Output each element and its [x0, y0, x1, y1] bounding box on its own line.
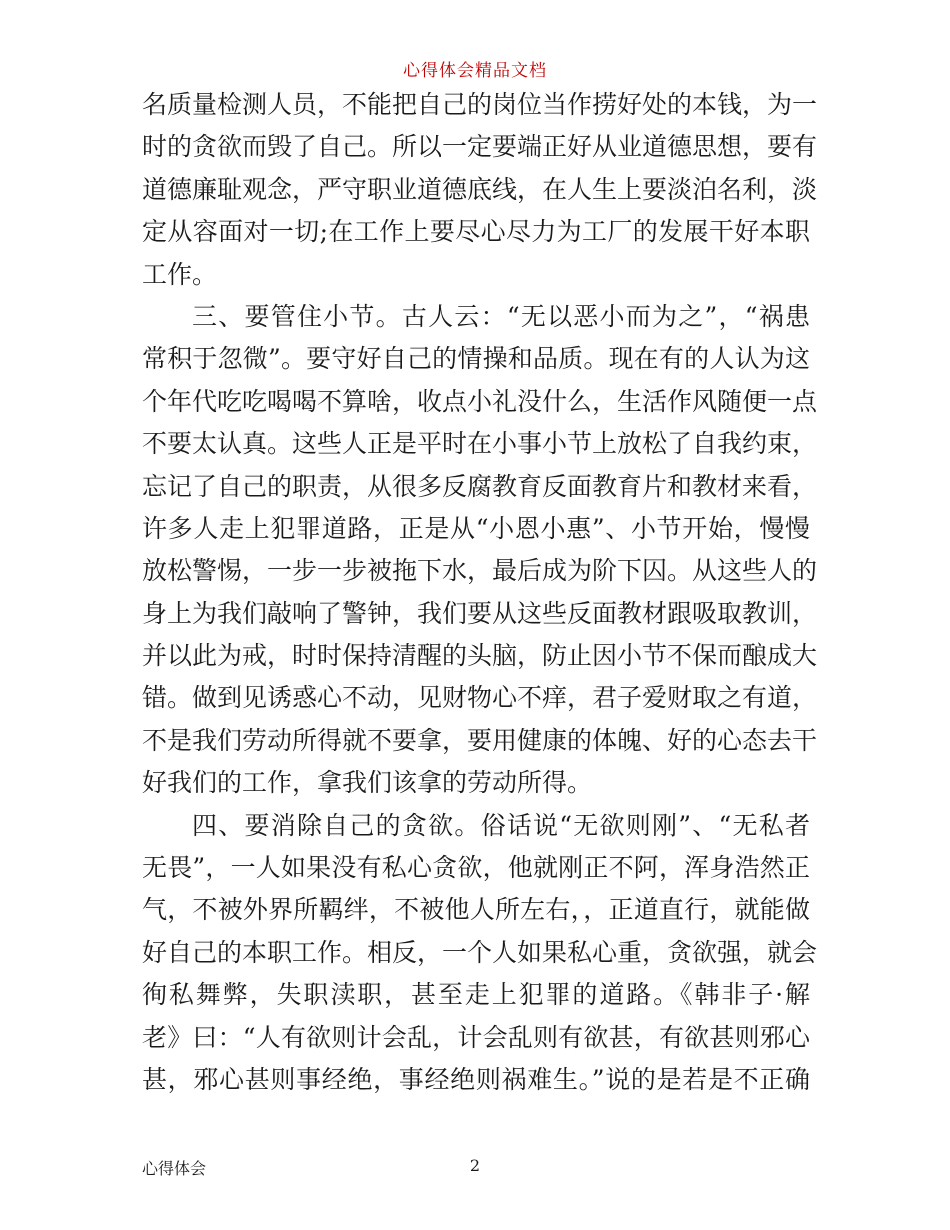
- body-line: 名质量检测人员，不能把自己的岗位当作捞好处的本钱，为一: [142, 90, 818, 119]
- page-number: 2: [469, 1156, 481, 1175]
- body-line: 错。做到见诱惑心不动，见财物心不痒，君子爱财取之有道，: [142, 683, 818, 713]
- body-line: 老》曰：“人有欲则计会乱，计会乱则有欲甚，有欲甚则邪心: [142, 1022, 810, 1052]
- body-line: 气，不被外界所羁绊，不被他人所左右，，正道直行，就能做: [142, 895, 810, 925]
- body-line: 徇私舞弊，失职渎职，甚至走上犯罪的道路。《韩非子·解: [142, 980, 810, 1010]
- body-line: 不要太认真。这些人正是平时在小事小节上放松了自我约束，: [142, 429, 818, 459]
- paragraph-start-line: 四、要消除自己的贪欲。俗话说“无欲则刚”、“无私者: [192, 810, 810, 840]
- body-line: 不是我们劳动所得就不要拿，要用健康的体魄、好的心态去干: [142, 725, 818, 755]
- body-line: 常积于忽微”。要守好自己的情操和品质。现在有的人认为这: [142, 344, 810, 374]
- body-line: 放松警惕，一步一步被拖下水，最后成为阶下囚。从这些人的: [142, 556, 818, 586]
- body-line: 甚，邪心甚则事经绝，事经绝则祸难生。”说的是若是不正确: [142, 1064, 810, 1094]
- document-body: [142, 84, 818, 1101]
- paragraph-start-line: 三、要管住小节。古人云：“无以恶小而为之”，“祸患: [192, 301, 810, 331]
- body-line: 忘记了自己的职责，从很多反腐教育反面教育片和教材来看，: [142, 471, 818, 501]
- page-header-title: 心得体会精品文档: [403, 61, 547, 81]
- body-line: 好自己的本职工作。相反，一个人如果私心重，贪欲强，就会: [142, 937, 818, 967]
- body-line: 定从容面对一切;在工作上要尽心尽力为工厂的发展干好本职: [142, 217, 810, 247]
- body-line: 好我们的工作，拿我们该拿的劳动所得。: [142, 768, 593, 798]
- body-line: 无畏”，一人如果没有私心贪欲，他就刚正不阿，浑身浩然正: [142, 853, 810, 883]
- body-line: 工作。: [142, 259, 218, 289]
- body-line: 个年代吃吃喝喝不算啥，收点小礼没什么，生活作风随便一点: [142, 386, 818, 416]
- footer-label: 心得体会: [142, 1159, 207, 1178]
- body-line: 身上为我们敲响了警钟，我们要从这些反面教材跟吸取教训，: [142, 598, 818, 628]
- body-line: 并以此为戒，时时保持清醒的头脑，防止因小节不保而酿成大: [142, 641, 818, 671]
- body-line: 时的贪欲而毁了自己。所以一定要端正好从业道德思想，要有: [142, 132, 818, 162]
- body-line: 道德廉耻观念，严守职业道德底线，在人生上要淡泊名利，淡: [142, 174, 818, 204]
- body-line: 许多人走上犯罪道路，正是从“小恩小惠”、小节开始，慢慢: [142, 513, 810, 543]
